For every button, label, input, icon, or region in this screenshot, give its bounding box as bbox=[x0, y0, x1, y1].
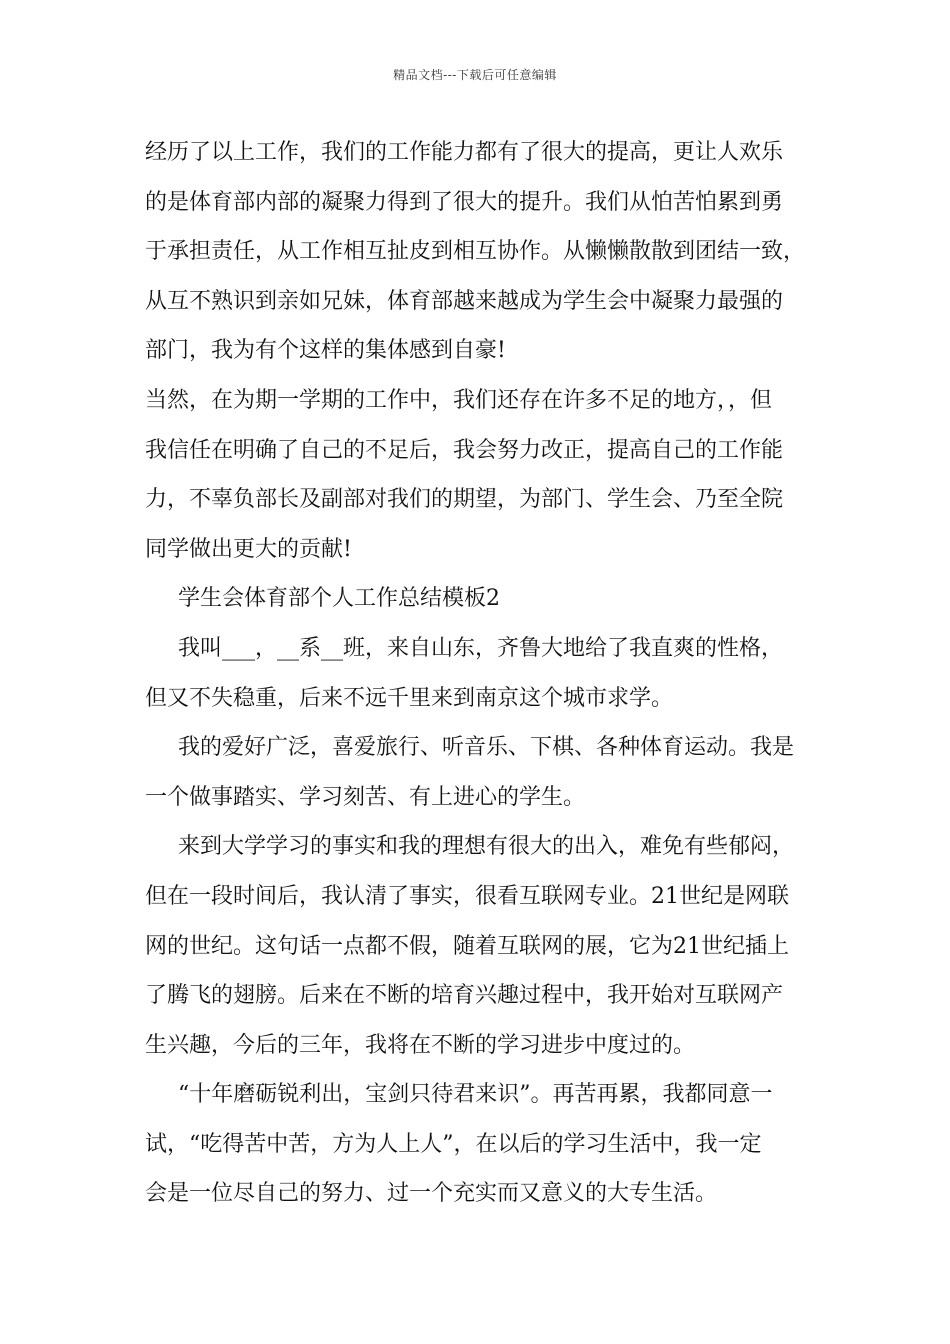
heading-text: 学生会体育部个人工作总结模板2 bbox=[178, 586, 500, 612]
text-line: “十年磨砺锐利出，宝剑只待君来识”。再苦再累，我都同意一 bbox=[178, 1082, 773, 1108]
text-line: 生兴趣，今后的三年，我将在不断的学习进步中度过的。 bbox=[145, 1032, 696, 1058]
text-line: 力，不辜负部长及副部对我们的期望，为部门、学生会、乃至全院 bbox=[145, 487, 784, 513]
text-line: 我的爱好广泛，喜爱旅行、听音乐、下棋、各种体育运动。我是 bbox=[178, 735, 795, 761]
text-line: 试，“吃得苦中苦，方为人上人”，在以后的学习生活中，我一定 bbox=[145, 1131, 762, 1157]
text-line: 同学做出更大的贡献! bbox=[145, 536, 352, 562]
paragraph bbox=[145, 723, 825, 822]
paragraph bbox=[145, 1070, 825, 1219]
text-line: 会是一位尽自己的努力、过一个充实而又意义的大专生活。 bbox=[145, 1181, 718, 1207]
text-line: 来到大学学习的事实和我的理想有很大的出入，难免有些郁闷， bbox=[178, 834, 795, 860]
text-line: 部门，我为有个这样的集体感到自豪! bbox=[145, 338, 506, 364]
paragraph bbox=[145, 128, 825, 376]
text-line: 了腾飞的翅膀。后来在不断的培育兴趣过程中，我开始对互联网产 bbox=[145, 983, 784, 1009]
document-body bbox=[145, 128, 825, 1219]
text-line: 网的世纪。这句话一点都不假，随着互联网的展，它为21世纪插上 bbox=[145, 933, 789, 959]
paragraph bbox=[145, 822, 825, 1070]
text-line: 我信任在明确了自己的不足后，我会努力改正，提高自己的工作能 bbox=[145, 437, 784, 463]
text-line: 一个做事踏实、学习刻苦、有上进心的学生。 bbox=[145, 784, 586, 810]
text-line: 但又不失稳重，后来不远千里来到南京这个城市求学。 bbox=[145, 685, 674, 711]
text-line: 从互不熟识到亲如兄妹，体育部越来越成为学生会中凝聚力最强的 bbox=[145, 288, 784, 314]
text-line: 经历了以上工作，我们的工作能力都有了很大的提高，更让人欢乐 bbox=[145, 140, 784, 165]
text-line: 当然，在为期一学期的工作中，我们还存在许多不足的地方，，但 bbox=[145, 387, 773, 413]
text-line: 于承担责任，从工作相互扯皮到相互协作。从懒懒散散到团结一致， bbox=[145, 239, 806, 265]
page-header: 精品文档---下载后可任意编辑 bbox=[393, 68, 557, 82]
text-line: 但在一段时间后，我认清了事实，很看互联网专业。21世纪是网联 bbox=[145, 883, 789, 909]
paragraph bbox=[145, 376, 825, 574]
section-heading bbox=[145, 574, 825, 624]
paragraph bbox=[145, 624, 825, 723]
text-line: 的是体育部内部的凝聚力得到了很大的提升。我们从怕苦怕累到勇 bbox=[145, 189, 784, 215]
text-line: 我叫___，__系__班，来自山东，齐鲁大地给了我直爽的性格， bbox=[178, 635, 784, 661]
